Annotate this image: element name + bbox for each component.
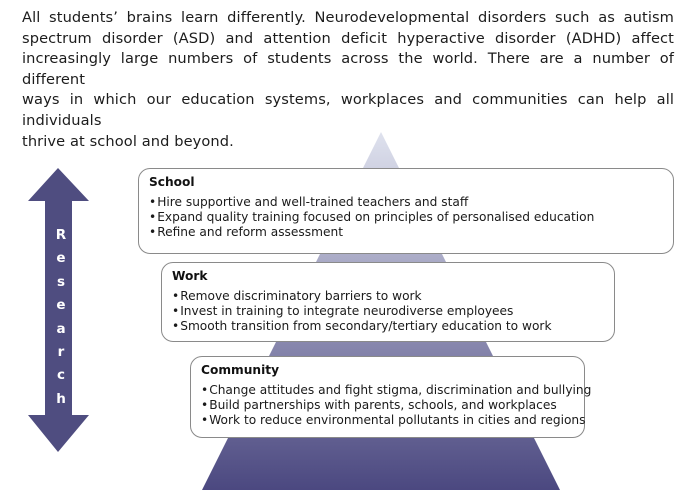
research-letter: h: [56, 390, 66, 407]
school-list: [149, 195, 663, 241]
list-item: • Smooth transition from secondary/tertiary education to work: [172, 319, 604, 334]
list-item: • Remove discriminatory barriers to work: [172, 289, 604, 304]
community-box: [190, 356, 592, 438]
research-label: [52, 224, 70, 411]
intro-line: thrive at school and beyond.: [22, 132, 234, 150]
intro-line: ways in which our education systems, workplaces and communities can help all individuals: [22, 91, 674, 129]
research-letter: r: [57, 343, 65, 360]
intro-line: increasingly large numbers of students across the world. There are a number of different: [22, 50, 674, 88]
school-title: School: [149, 175, 195, 189]
list-item: • Expand quality training focused on principles of personalised education: [149, 210, 663, 225]
research-letter: s: [56, 273, 66, 290]
work-title: Work: [172, 269, 208, 283]
research-letter: c: [56, 367, 65, 384]
list-item: • Refine and reform assessment: [149, 225, 663, 240]
research-letter: R: [55, 227, 67, 243]
list-item: • Invest in training to integrate neurodiverse employees: [172, 304, 604, 319]
research-letter: a: [56, 320, 66, 337]
work-list: [172, 289, 604, 335]
school-box: [138, 168, 674, 254]
list-item: • Change attitudes and fight stigma, discrimination and bullying: [201, 383, 574, 398]
list-item: • Hire supportive and well-trained teachers and staff: [149, 195, 663, 210]
intro-line: All students’ brains learn differently. Neurodevelopmental disorders such as autism: [22, 9, 674, 26]
intro-line: spectrum disorder (ASD) and attention deficit hyperactive disorder (ADHD) affect: [22, 29, 674, 47]
research-letter: e: [56, 250, 66, 267]
community-list: [201, 383, 592, 429]
research-letter: e: [56, 297, 66, 314]
community-title: Community: [201, 363, 280, 377]
list-item: • Build partnerships with parents, schools, and workplaces: [201, 398, 574, 413]
list-item: • Work to reduce environmental pollutants in cities and regions: [201, 413, 574, 428]
work-box: [161, 262, 615, 342]
